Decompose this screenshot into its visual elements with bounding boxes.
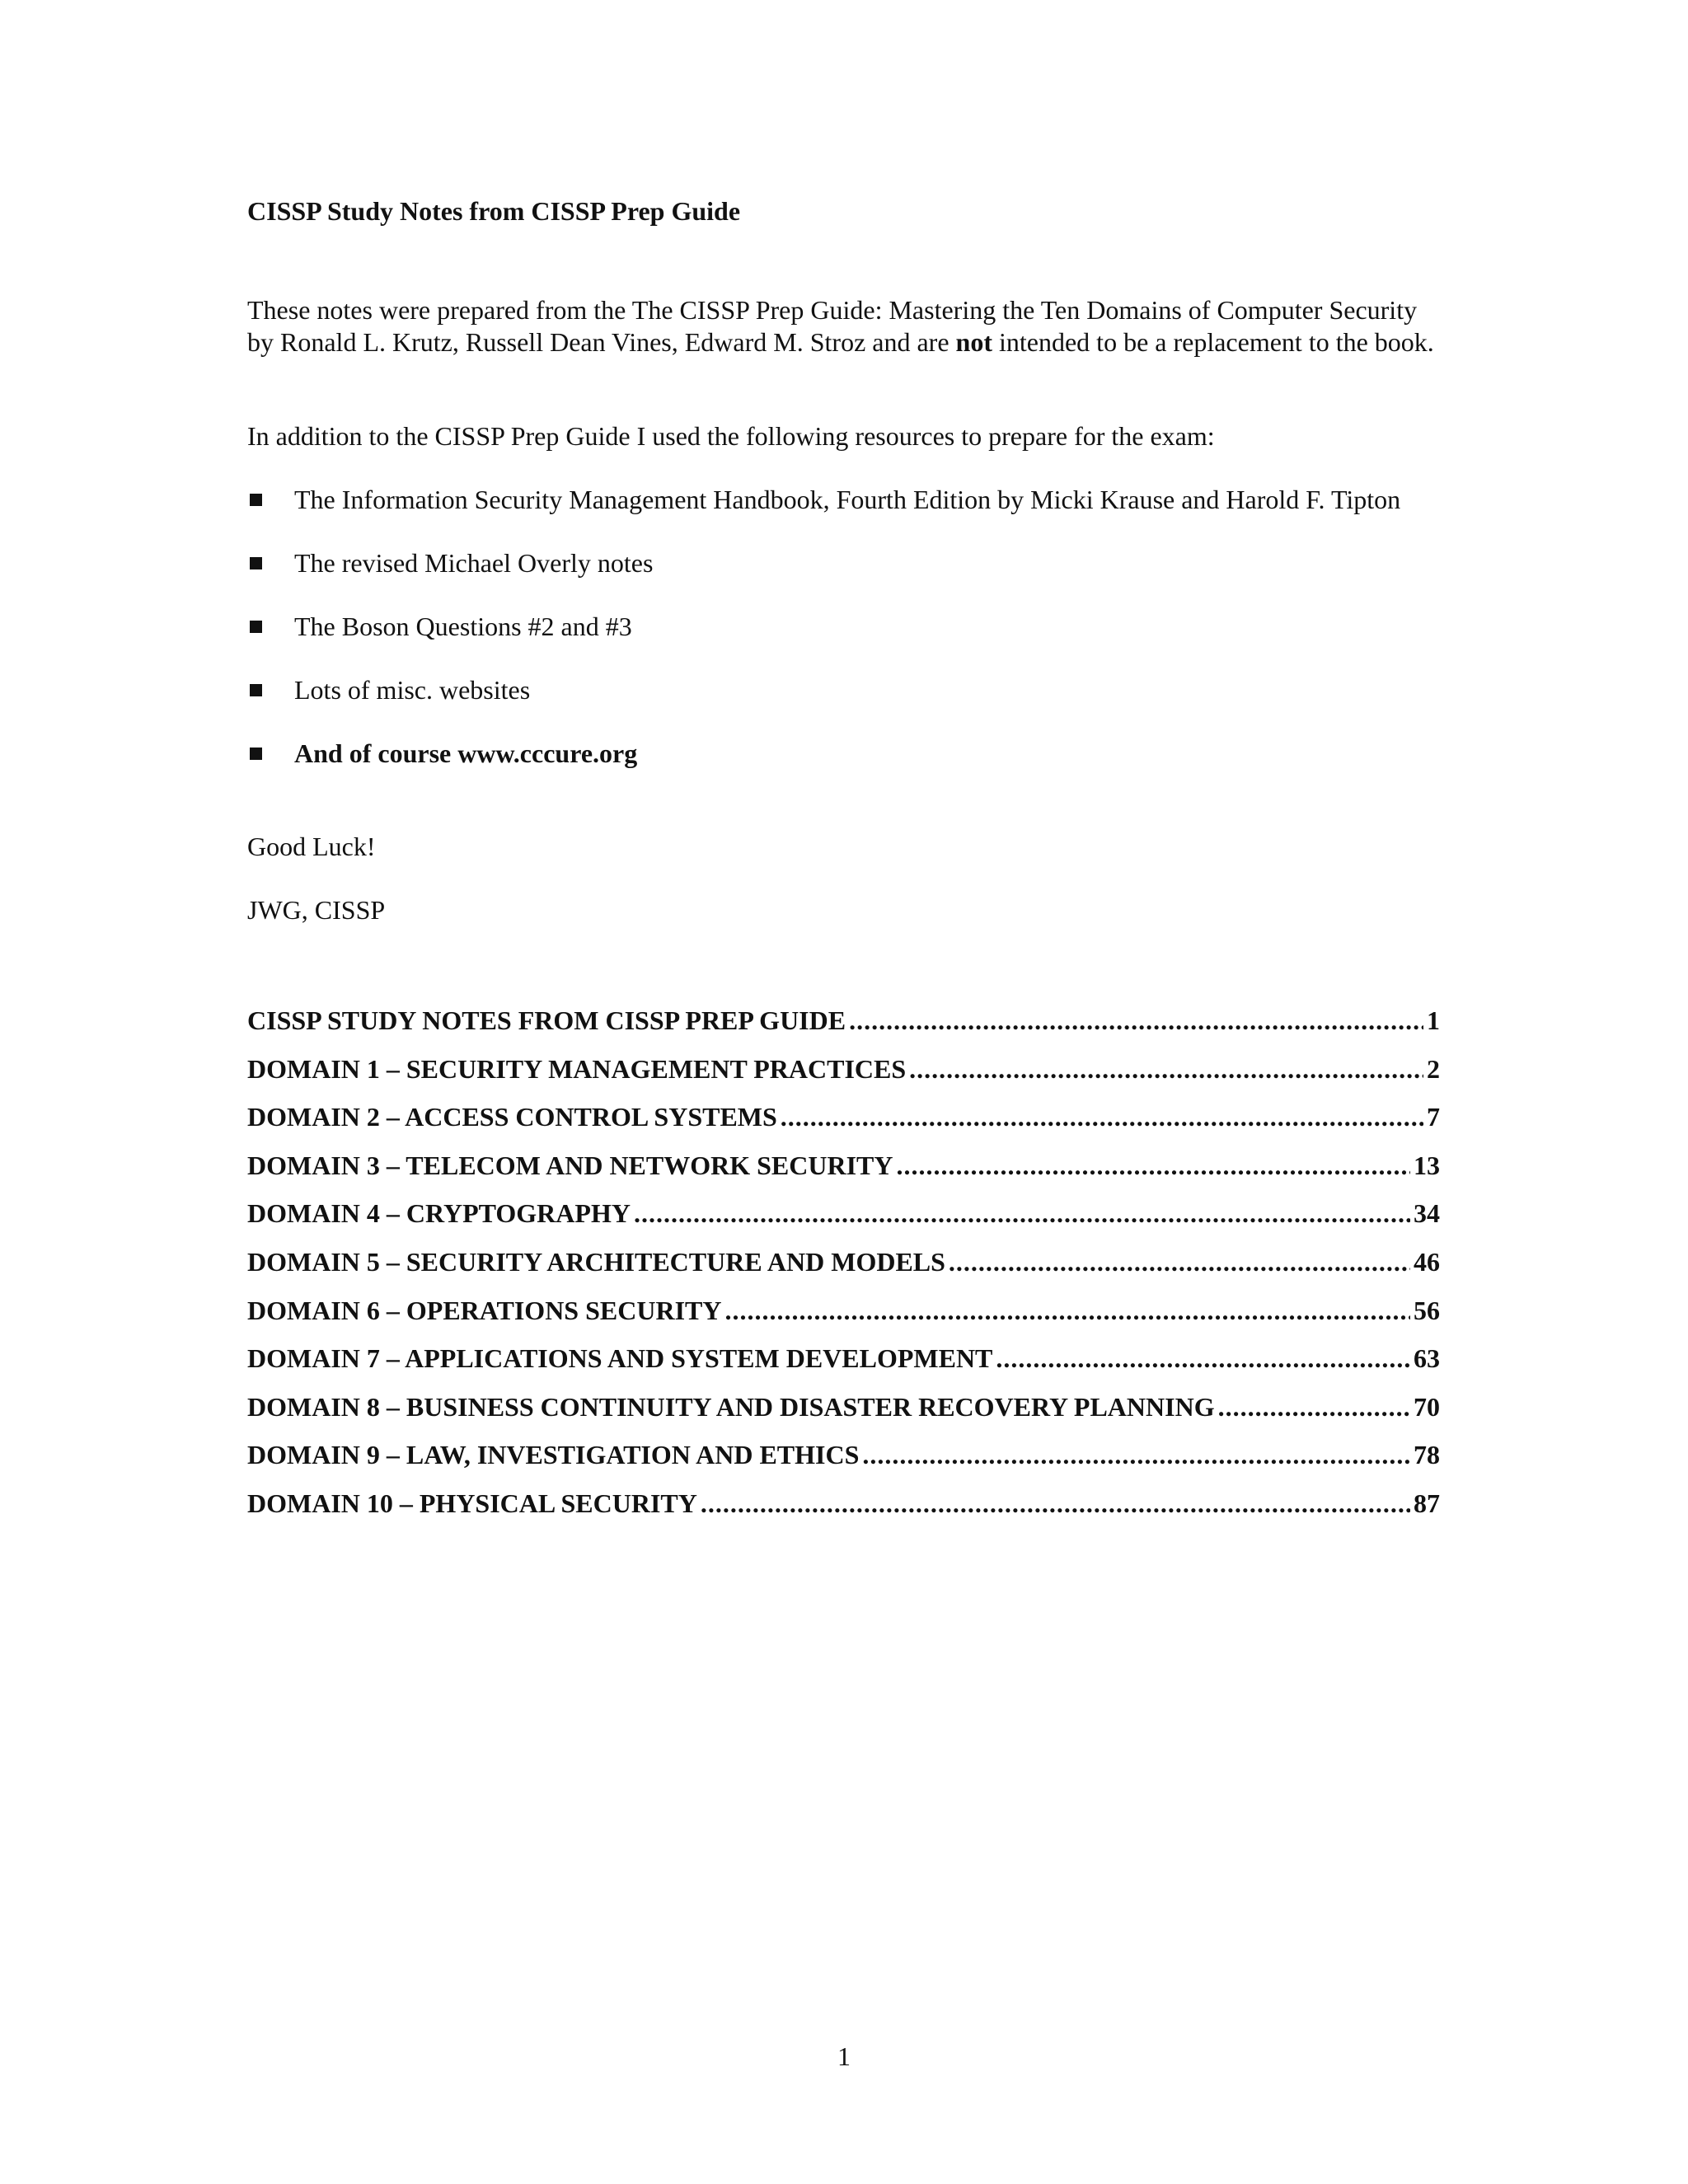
square-bullet-icon	[250, 621, 262, 633]
closing-text: Good Luck!	[247, 832, 376, 861]
list-item	[247, 611, 1442, 643]
toc-entry-title: CISSP STUDY NOTES FROM CISSP PREP GUIDE	[247, 1005, 846, 1035]
toc-entry[interactable]	[247, 1054, 1440, 1103]
square-bullet-icon	[250, 684, 262, 696]
list-item-text: The Boson Questions #2 and #3	[294, 612, 632, 641]
document-title: CISSP Study Notes from CISSP Prep Guide	[247, 196, 741, 226]
square-bullet-icon	[250, 557, 262, 569]
page-number: 1	[837, 2041, 851, 2071]
toc-entry-page: 2	[1427, 1053, 1440, 1084]
intro-paragraph	[247, 294, 1442, 359]
toc-entry-title: DOMAIN 9 – LAW, INVESTIGATION AND ETHICS	[247, 1440, 860, 1470]
toc-entry-page: 13	[1414, 1150, 1440, 1180]
square-bullet-icon	[250, 748, 262, 760]
toc-leader-dots	[634, 1198, 1410, 1229]
toc-leader-dots	[897, 1151, 1411, 1181]
resources-intro: In addition to the CISSP Prep Guide I used the following resources to prepare for the exam:	[247, 421, 1215, 451]
toc-entry[interactable]	[247, 1151, 1440, 1199]
toc-entry-page: 1	[1427, 1005, 1440, 1035]
toc-entry[interactable]	[247, 1102, 1440, 1151]
list-item	[247, 738, 1442, 770]
square-bullet-icon	[250, 494, 262, 506]
toc-entry-page: 56	[1414, 1295, 1440, 1325]
toc-entry-title: DOMAIN 3 – TELECOM AND NETWORK SECURITY	[247, 1150, 893, 1180]
toc-entry-title: DOMAIN 7 – APPLICATIONS AND SYSTEM DEVELOPMENT	[247, 1343, 993, 1374]
list-item-text: The Information Security Management Handbook, Fourth Edition by Micki Krause and Harold F. Tipton	[294, 485, 1401, 514]
toc-leader-dots	[701, 1488, 1410, 1519]
toc-entry-page: 63	[1414, 1343, 1440, 1374]
signature: JWG, CISSP	[247, 895, 386, 925]
toc-entry-title: DOMAIN 5 – SECURITY ARCHITECTURE AND MODELS	[247, 1246, 945, 1277]
list-item	[247, 547, 1442, 579]
toc-entry[interactable]	[247, 1488, 1440, 1537]
toc-leader-dots	[996, 1343, 1410, 1374]
toc-leader-dots	[781, 1102, 1423, 1132]
toc-entry[interactable]	[247, 1005, 1440, 1054]
toc-entry-page: 87	[1414, 1488, 1440, 1518]
table-of-contents	[247, 1005, 1440, 1537]
intro-text-end: intended to be a replacement to the book.	[992, 327, 1434, 357]
list-item-text: Lots of misc. websites	[294, 675, 531, 705]
resources-list	[247, 484, 1442, 801]
list-item	[247, 484, 1442, 516]
toc-entry-page: 70	[1414, 1391, 1440, 1422]
toc-entry-page: 34	[1414, 1198, 1440, 1229]
toc-entry-page: 46	[1414, 1246, 1440, 1277]
toc-leader-dots	[849, 1005, 1423, 1036]
toc-entry[interactable]	[247, 1296, 1440, 1344]
toc-entry-title: DOMAIN 2 – ACCESS CONTROL SYSTEMS	[247, 1102, 777, 1132]
intro-emphasis: not	[955, 327, 992, 357]
toc-entry[interactable]	[247, 1440, 1440, 1488]
toc-entry-title: DOMAIN 10 – PHYSICAL SECURITY	[247, 1488, 697, 1518]
intro-text-start: These notes were prepared from the The CISSP Prep Guide: Mastering the Ten Domains of Computer Security by Ronald L. Krutz, Russell Dean Vines, Edward M. Stroz and are	[247, 295, 1418, 357]
list-item	[247, 674, 1442, 706]
toc-entry[interactable]	[247, 1343, 1440, 1392]
toc-leader-dots	[909, 1054, 1423, 1085]
toc-entry-title: DOMAIN 1 – SECURITY MANAGEMENT PRACTICES	[247, 1053, 907, 1084]
toc-entry[interactable]	[247, 1392, 1440, 1441]
toc-leader-dots	[949, 1247, 1410, 1277]
toc-entry-page: 78	[1414, 1440, 1440, 1470]
toc-entry-page: 7	[1427, 1102, 1440, 1132]
list-item-text: And of course www.cccure.org	[294, 738, 638, 768]
toc-entry[interactable]	[247, 1198, 1440, 1247]
list-item-text: The revised Michael Overly notes	[294, 548, 654, 578]
toc-leader-dots	[862, 1440, 1410, 1470]
toc-entry-title: DOMAIN 6 – OPERATIONS SECURITY	[247, 1295, 722, 1325]
toc-entry-title: DOMAIN 4 – CRYPTOGRAPHY	[247, 1198, 631, 1229]
toc-leader-dots	[1218, 1392, 1410, 1422]
toc-entry[interactable]	[247, 1247, 1440, 1296]
toc-entry-title: DOMAIN 8 – BUSINESS CONTINUITY AND DISASTER RECOVERY PLANNING	[247, 1391, 1215, 1422]
toc-leader-dots	[724, 1296, 1410, 1326]
